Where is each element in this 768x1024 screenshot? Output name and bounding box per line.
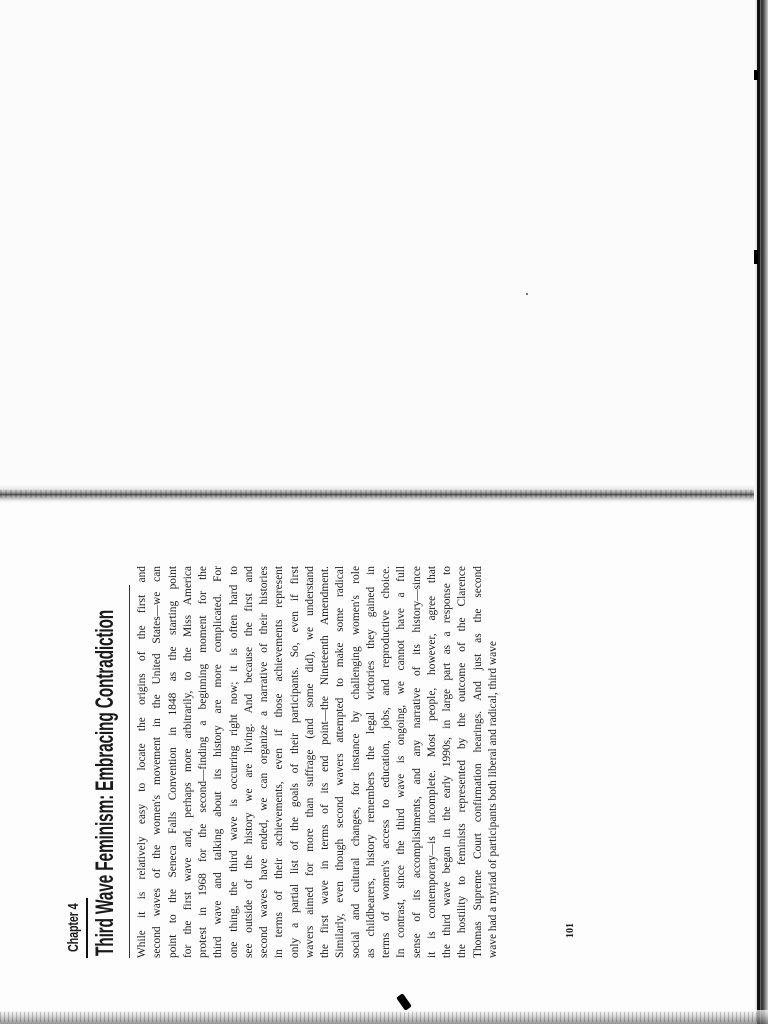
body-text — [135, 558, 501, 958]
edge-notch — [754, 250, 758, 264]
chapter-title: Third Wave Feminism: Embracing Contradiction — [91, 609, 119, 956]
text-line: sense of its accomplishments, and any narrative of its history—since — [410, 566, 423, 958]
page-number: 101 — [565, 923, 576, 938]
chapter-label: Chapter 4 — [65, 903, 82, 952]
text-line: wave had a myriad of participants both liberal and radical, third wave — [486, 641, 499, 958]
text-line: as childbearers, history remembers the legal victories they gained in — [364, 566, 377, 958]
page-edge-shadow — [757, 0, 760, 1024]
text-line: wavers aimed for more than suffrage (and some did), we understand — [303, 566, 316, 958]
text-line: only a partial list of the goals of their participants. So, even if first — [288, 566, 301, 958]
edge-notch — [754, 70, 758, 80]
text-line: the hostility to feminists represented by the outcome of the Clarence — [456, 566, 469, 958]
gutter-shadow — [0, 490, 760, 498]
text-line: Thomas Supreme Court confirmation hearings. And just as the second — [471, 566, 484, 958]
text-line: third wave and talking about its history are more complicated. For — [212, 566, 225, 958]
text-line: see outside of the history we are living. And because the first and — [242, 566, 255, 958]
dust-speck — [526, 293, 528, 295]
text-line: While it is relatively easy to locate the origins of the first and — [136, 566, 148, 958]
text-line: one thing, the third wave is occurring right now; it is often hard to — [227, 566, 240, 958]
text-line: the third wave began in the early 1990s, in large part as a response to — [441, 566, 453, 958]
text-line: in terms of their achievements, even if those achievements represent — [273, 566, 286, 958]
text-line: for the first wave and, perhaps more arbitrarily, to the Miss America — [181, 566, 194, 958]
text-line: protest in 1968 for the second—finding a beginning moment for the — [197, 566, 209, 958]
text-line: Similarly, even though second wavers attempted to make some radical — [334, 566, 347, 958]
text-line: In contrast, since the third wave is ongoing, we cannot have a full — [395, 566, 408, 958]
blank-facing-page — [0, 0, 756, 492]
ink-mark — [396, 993, 412, 1011]
text-line: the first wave in terms of its end point—the Nineteenth Amendment. — [319, 566, 331, 958]
chapter-rule — [86, 898, 88, 958]
text-line: second waves of the women's movement in the United States—we can — [151, 566, 164, 958]
text-line: terms of women's access to education, jobs, and reproductive choice. — [380, 566, 392, 958]
title-rule — [129, 585, 130, 958]
text-line: it is contemporary—is incomplete. Most people, however, agree that — [425, 566, 438, 958]
text-line: point to the Seneca Falls Convention in 1848 as the starting point — [166, 566, 179, 958]
bottom-edge-shadow — [0, 1012, 760, 1022]
text-line: social and cultural changes, for instance by challenging women's role — [349, 566, 362, 958]
printed-page — [65, 558, 585, 958]
text-line: second waves have ended, we can organize a narrative of their histories — [258, 566, 270, 958]
